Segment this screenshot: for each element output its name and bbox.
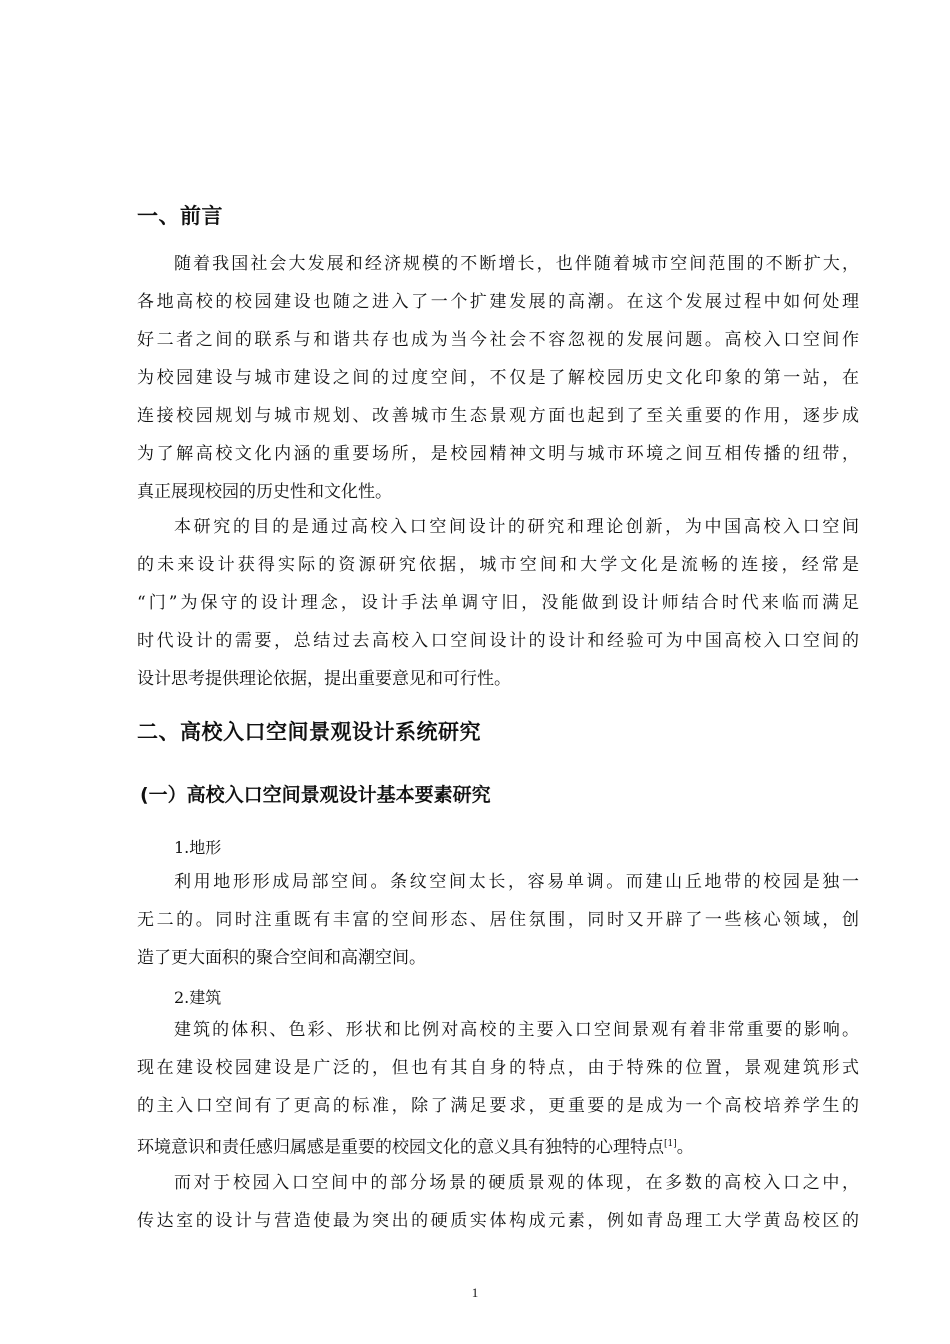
paragraph-line: 为了解高校文化内涵的重要场所，是校园精神文明与城市环境之间互相传播的纽带， [137, 444, 859, 464]
item-heading-terrain: 1.地形 [174, 838, 222, 857]
paragraph-line: 建筑的体积、色彩、形状和比例对高校的主要入口空间景观有着非常重要的影响。 [174, 1020, 859, 1040]
paragraph-line: 现在建设校园建设是广泛的，但也有其自身的特点，由于特殊的位置，景观建筑形式 [137, 1058, 859, 1078]
citation-marker: [1] [664, 1139, 677, 1149]
paragraph-line: 设计思考提供理论依据，提出重要意见和可行性。 [137, 669, 511, 689]
paragraph-line: 为校园建设与城市建设之间的过度空间，不仅是了解校园历史文化印象的第一站，在 [137, 368, 859, 388]
paragraph-line: 利用地形形成局部空间。条纹空间太长，容易单调。而建山丘地带的校园是独一 [174, 872, 859, 892]
paragraph-line: “门”为保守的设计理念，设计手法单调守旧，没能做到设计师结合时代来临而满足 [137, 593, 859, 613]
paragraph-line: 随着我国社会大发展和经济规模的不断增长，也伴随着城市空间范围的不断扩大， [174, 254, 859, 274]
paragraph-text: 。 [676, 1137, 694, 1158]
item-heading-building: 2.建筑 [174, 988, 222, 1007]
paragraph-line: 连接校园规划与城市规划、改善城市生态景观方面也起到了至关重要的作用，逐步成 [137, 406, 859, 426]
paragraph-line: 好二者之间的联系与和谐共存也成为当今社会不容忽视的发展问题。高校入口空间作 [137, 330, 859, 350]
paragraph-line: 的主入口空间有了更高的标准，除了满足要求，更重要的是成为一个高校培养学生的 [137, 1096, 859, 1116]
page-number: 1 [471, 1285, 479, 1300]
paragraph-line: 时代设计的需要，总结过去高校入口空间设计的设计和经验可为中国高校入口空间的 [137, 631, 859, 651]
paragraph-line: 各地高校的校园建设也随之进入了一个扩建发展的高潮。在这个发展过程中如何处理 [137, 292, 859, 312]
paragraph-line: 无二的。同时注重既有丰富的空间形态、居住氛围，同时又开辟了一些核心领域，创 [137, 910, 859, 930]
paragraph-line: 本研究的目的是通过高校入口空间设计的研究和理论创新，为中国高校入口空间 [174, 517, 859, 537]
paragraph-text: 环境意识和责任感归属感是重要的校园文化的意义具有独特的心理特点 [137, 1137, 664, 1158]
paragraph-line: 的未来设计获得实际的资源研究依据，城市空间和大学文化是流畅的连接，经常是 [137, 555, 859, 575]
section-heading-research: 二、高校入口空间景观设计系统研究 [137, 720, 481, 744]
subsection-heading: (一）高校入口空间景观设计基本要素研究 [140, 784, 491, 806]
paragraph-line: 真正展现校园的历史性和文化性。 [137, 482, 392, 502]
paragraph-line: 而对于校园入口空间中的部分场景的硬质景观的体现，在多数的高校入口之中， [174, 1173, 859, 1193]
paragraph-line-with-citation [137, 1134, 859, 1158]
section-heading-preface: 一、前言 [137, 204, 223, 228]
paragraph-line: 造了更大面积的聚合空间和高潮空间。 [137, 948, 426, 968]
paragraph-line: 传达室的设计与营造使最为突出的硬质实体构成元素，例如青岛理工大学黄岛校区的 [137, 1211, 859, 1231]
